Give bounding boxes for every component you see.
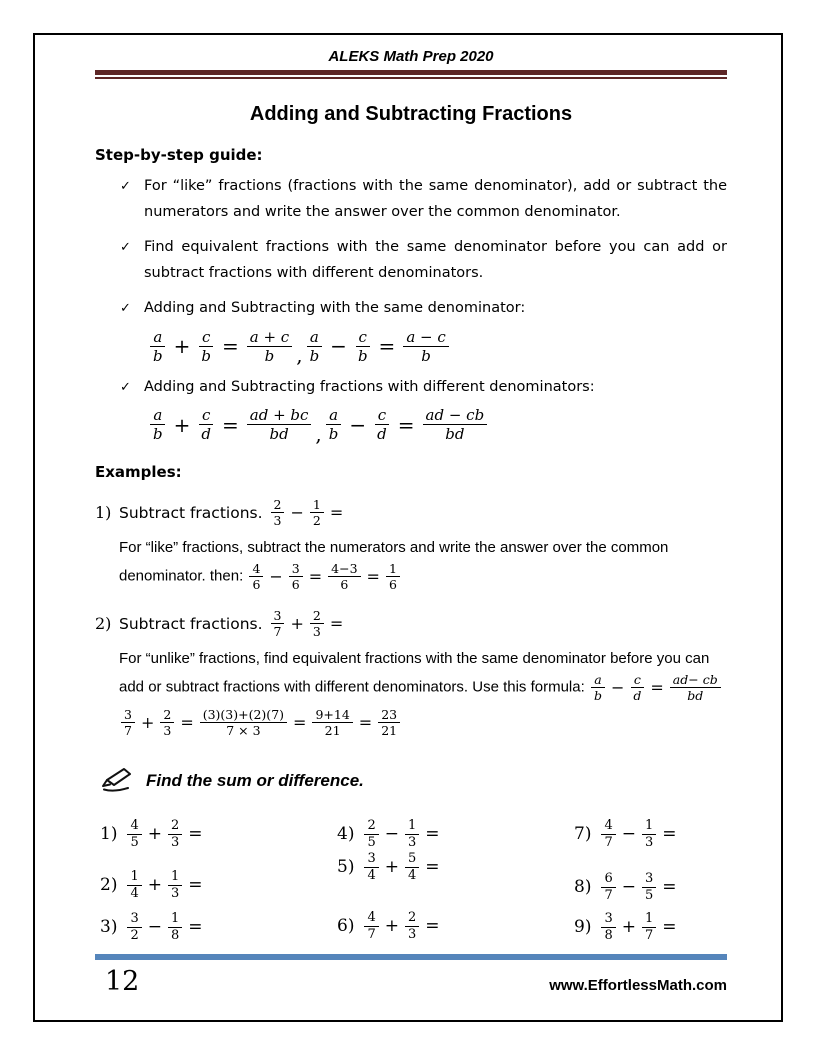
math-operator: =: [378, 334, 396, 358]
problem-number: 9): [574, 917, 592, 938]
problem-number: 2): [100, 875, 118, 896]
fraction: $\frac{4}{6}$: [249, 561, 263, 592]
problem-number: 6): [337, 916, 355, 937]
fraction: $\frac{c}{b}$: [198, 328, 214, 365]
writing-hand-icon: [100, 766, 134, 796]
fraction: $\frac{4}{7}$: [364, 910, 378, 942]
fraction: $\frac{3}{7}$: [121, 707, 135, 738]
math-operator: +: [173, 334, 191, 358]
page-number: 12: [105, 966, 140, 997]
example-1-explanation-text: For “like” fractions, subtract the numerators and write the answer over the common denominator. then:: [119, 539, 669, 585]
example-prompt: Subtract fractions.: [119, 503, 263, 522]
math-operator: −: [269, 567, 283, 586]
guide-bullet-1: [120, 174, 727, 225]
footer-row: [95, 966, 727, 997]
fraction: $\frac{1}{8}$: [168, 911, 182, 943]
problem-column-1: [100, 818, 337, 944]
fraction: $\frac{3}{8}$: [601, 911, 615, 943]
fraction: $\frac{1}{2}$: [310, 497, 324, 528]
fraction: $\frac{a}{b}$: [591, 672, 605, 703]
problem-number: 8): [574, 877, 592, 898]
math-operator: +: [147, 824, 162, 845]
problem-1: [100, 818, 337, 850]
problem-math: [125, 818, 206, 850]
guide-bullet-3-text: Adding and Subtracting with the same denominator:: [144, 300, 526, 316]
math-operator: =: [358, 713, 373, 732]
math-operator: =: [366, 567, 380, 586]
problem-number: 4): [337, 824, 355, 845]
guide-heading: Step-by-step guide:: [95, 146, 263, 164]
example-1: [95, 497, 727, 592]
fraction: $\frac{3}{5}$: [642, 871, 656, 903]
fraction: $\frac{a}{b}$: [307, 328, 323, 365]
fraction: $\frac{6}{7}$: [601, 871, 615, 903]
math-operator: +: [147, 875, 162, 896]
example-2-prompt-row: [95, 608, 727, 639]
example-2: [95, 608, 727, 738]
problem-math: [599, 818, 680, 850]
problem-math: [125, 869, 206, 901]
problem-math: [599, 911, 680, 943]
math-operator: =: [650, 678, 664, 697]
fraction: $\frac{3}{7}$: [271, 608, 285, 639]
page-border: [33, 33, 783, 1022]
problem-math: [125, 911, 206, 943]
fraction: $\frac{1}{6}$: [386, 561, 400, 592]
fraction: $\frac{a}{b}$: [150, 328, 166, 365]
guide-bullet-2-text: Find equivalent fractions with the same denominator before you can add or subtract fractions with different denominators.: [144, 239, 727, 281]
example-2-explanation-text: For “unlike” fractions, find equivalent fractions with the same denominator before you can add or subtract fractions with different denominators. Use this formula:: [119, 650, 710, 696]
guide-bullet-2: [120, 235, 727, 286]
guide-bullet-list: [95, 174, 727, 446]
example-1-prompt-row: [95, 497, 727, 528]
example-number: 2): [95, 614, 112, 633]
math-operator: =: [221, 412, 239, 437]
fraction: $\frac{c}{d}$: [630, 672, 644, 703]
problem-math: [362, 851, 443, 883]
guide-bullet-1-text: For “like” fractions (fractions with the same denominator), add or subtract the numerators and write the answer over the common denominator.: [144, 178, 727, 220]
math-operator: −: [290, 503, 304, 522]
exercise-instruction: Find the sum or difference.: [146, 771, 364, 790]
example-1-explanation: [119, 534, 727, 592]
fraction: $\frac{ad- cb}{bd}$: [670, 672, 721, 703]
exercise-header: [95, 766, 727, 796]
math-operator: −: [610, 678, 625, 697]
fraction: $\frac{1}{3}$: [642, 818, 656, 850]
problem-number: 1): [100, 824, 118, 845]
math-operator: ,: [315, 421, 322, 446]
math-operator: =: [662, 917, 677, 938]
checkmark-icon: ✓: [120, 179, 131, 194]
math-operator: ,: [296, 343, 303, 367]
math-operator: =: [180, 713, 194, 732]
problem-math: [599, 871, 680, 903]
problem-number: 7): [574, 824, 592, 845]
problem-column-2: [337, 818, 574, 944]
problem-4: [337, 818, 574, 850]
math-operator: =: [188, 875, 203, 896]
page-content: [95, 48, 727, 944]
math-operator: =: [425, 916, 440, 937]
math-operator: =: [293, 713, 307, 732]
checkmark-icon: ✓: [120, 379, 131, 395]
fraction: $\frac{23}{21}$: [378, 707, 400, 738]
math-operator: =: [329, 503, 344, 522]
fraction: $\frac{1}{3}$: [405, 818, 419, 850]
problem-column-3: [574, 818, 727, 944]
problem-math: [362, 818, 443, 850]
guide-bullet-4: [120, 375, 727, 401]
fraction: $\frac{2}{3}$: [405, 910, 419, 942]
fraction: $\frac{4}{7}$: [601, 818, 615, 850]
math-operator: −: [621, 824, 636, 845]
example-2-formula-math: [589, 672, 723, 703]
fraction: $\frac{c}{b}$: [355, 328, 371, 365]
fraction: $\frac{a + c}{b}$: [247, 328, 292, 365]
math-operator: =: [425, 824, 440, 845]
book-title: ALEKS Math Prep 2020: [328, 48, 494, 65]
fraction: $\frac{3}{4}$: [364, 851, 378, 883]
guide-bullet-4-text: Adding and Subtracting fractions with different denominators:: [144, 378, 595, 395]
fraction: $\frac{2}{5}$: [364, 818, 378, 850]
example-number: 1): [95, 503, 112, 522]
math-operator: −: [330, 334, 347, 358]
fraction: $\frac{ad + bc}{bd}$: [247, 406, 312, 443]
fraction: $\frac{ad - cb}{bd}$: [423, 406, 488, 443]
example-1-solution-math: [247, 561, 401, 592]
fraction: $\frac{c}{d}$: [198, 406, 214, 443]
example-2-solution: [119, 707, 727, 738]
checkmark-icon: ✓: [120, 240, 131, 255]
math-operator: +: [290, 614, 304, 633]
fraction: $\frac{c}{d}$: [374, 406, 390, 443]
math-operator: +: [140, 713, 155, 732]
problem-math: [362, 910, 443, 942]
example-2-solution-math: [119, 707, 402, 738]
fraction: $\frac{9+14}{21}$: [312, 707, 352, 738]
math-operator: =: [188, 917, 203, 938]
guide-bullet-3: [120, 296, 727, 322]
fraction: $\frac{2}{3}$: [160, 707, 174, 738]
formula-different-denominator: [148, 406, 727, 446]
fraction: $\frac{2}{3}$: [271, 497, 285, 528]
fraction: $\frac{a}{b}$: [326, 406, 342, 443]
math-operator: =: [425, 857, 440, 878]
math-operator: −: [384, 824, 399, 845]
formula-same-denominator: [148, 328, 727, 365]
website-link[interactable]: www.EffortlessMath.com: [549, 977, 727, 994]
example-2-problem-math: [269, 608, 348, 639]
math-operator: =: [221, 334, 239, 358]
fraction: $\frac{5}{4}$: [405, 851, 419, 883]
fraction: $\frac{1}{3}$: [168, 869, 182, 901]
math-operator: −: [147, 917, 162, 938]
examples-heading: Examples:: [95, 463, 182, 481]
math-operator: =: [188, 824, 203, 845]
problem-2: [100, 869, 337, 901]
problem-7: [574, 818, 727, 850]
problem-number: 3): [100, 917, 118, 938]
math-operator: −: [621, 877, 636, 898]
math-operator: =: [308, 567, 323, 586]
math-operator: +: [384, 916, 399, 937]
fraction: $\frac{3}{6}$: [289, 561, 303, 592]
fraction: $\frac{1}{4}$: [127, 869, 141, 901]
fraction: $\frac{a - c}{b}$: [403, 328, 448, 365]
fraction: $\frac{2}{3}$: [168, 818, 182, 850]
problem-6: [337, 910, 574, 942]
example-prompt: Subtract fractions.: [119, 614, 263, 633]
problem-9: [574, 911, 727, 943]
math-operator: +: [173, 412, 191, 437]
fraction: $\frac{2}{3}$: [310, 608, 324, 639]
math-operator: =: [662, 877, 677, 898]
fraction: $\frac{4-3}{6}$: [328, 561, 360, 592]
fraction: $\frac{3}{2}$: [127, 911, 141, 943]
math-operator: +: [621, 917, 636, 938]
page-title: Adding and Subtracting Fractions: [249, 103, 573, 125]
header-rule: [95, 70, 727, 79]
problem-5: [337, 851, 574, 883]
fraction: $\frac{1}{7}$: [642, 911, 656, 943]
problem-8: [574, 871, 727, 903]
math-operator: =: [329, 614, 344, 633]
problem-number: 5): [337, 857, 355, 878]
page-footer: [95, 954, 727, 997]
example-2-explanation: [119, 645, 727, 703]
math-operator: =: [397, 412, 415, 437]
fraction: $\frac{4}{5}$: [127, 818, 141, 850]
fraction: $\frac{a}{b}$: [150, 406, 166, 443]
problem-3: [100, 911, 337, 943]
example-1-problem-math: [269, 497, 348, 528]
fraction: $\frac{(3)(3)+(2)(7)}{7 \times 3}$: [200, 707, 287, 738]
footer-rule: [95, 954, 727, 960]
math-operator: −: [349, 412, 367, 437]
problem-grid: [95, 818, 727, 944]
math-operator: =: [662, 824, 677, 845]
math-operator: +: [384, 857, 399, 878]
checkmark-icon: ✓: [120, 301, 131, 316]
